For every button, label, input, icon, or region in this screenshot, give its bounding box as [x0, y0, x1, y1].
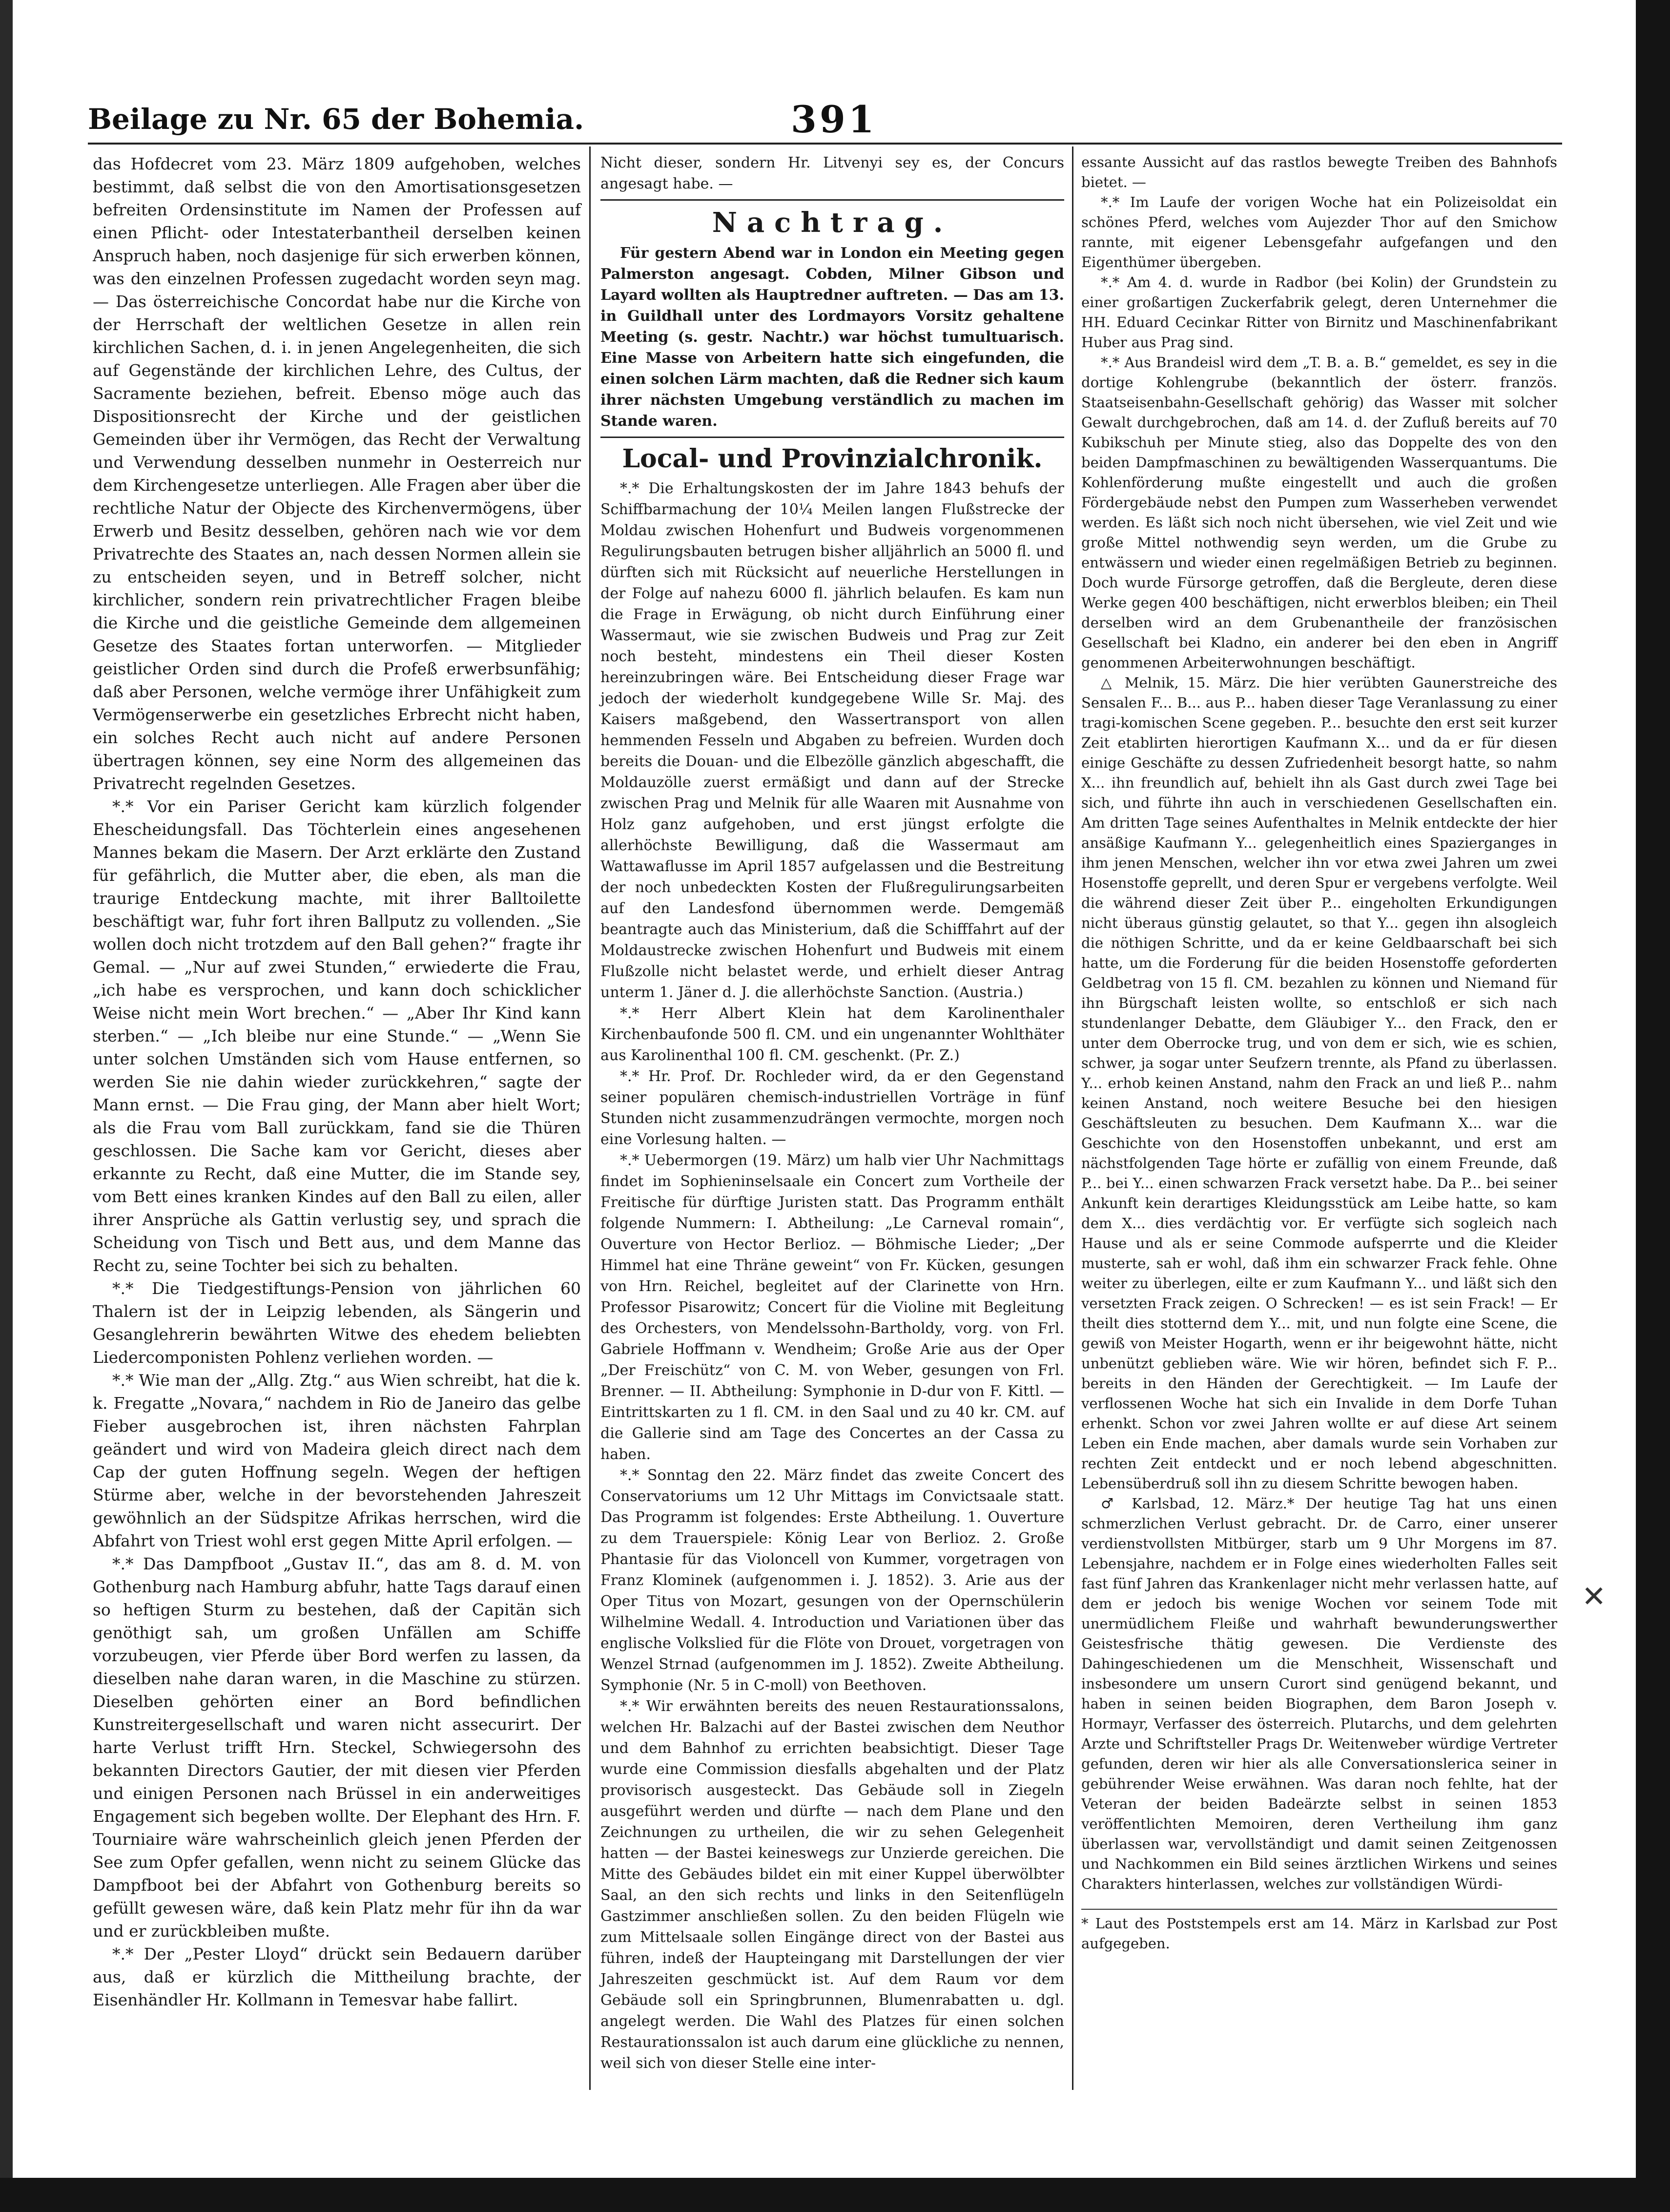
article-paragraph: *.* Wie man der „Allg. Ztg.“ aus Wien schreibt, hat die k. k. Fregatte „Novara,“ nachdem in Rio de Janeiro das gelbe Fieber ausgebrochen ist, ihren nächsten Fahrplan geändert und wird von Madeira gleich direct nach dem Cap der guten Hoffnung segeln. Wegen der heftigen Stürme aber, welche in der bevorstehenden Jahreszeit gewöhnlich an der Südspitze Afrikas herrschen, wird die Abfahrt von Triest wohl erst gegen Mitte April erfolgen. —	[93, 1371, 581, 1550]
column-rule-2	[1072, 146, 1073, 2090]
footnote: * Laut des Poststempels erst am 14. März in Karlsbad zur Post aufgegeben.	[1081, 1909, 1557, 1954]
page-header	[88, 98, 1562, 142]
column-1	[93, 152, 581, 2011]
article-paragraph: *.* Wir erwähnten bereits des neuen Restaurationssalons, welchen Hr. Balzachi auf der Bastei zwischen dem Neuthor und dem Bahnhof zu errichten beabsichtigt. Dieser Tage wurde eine Commission diesfalls abgehalten und der Platz provisorisch ausgesteckt. Das Gebäude soll in Ziegeln ausgeführt werden und dürfte — nach dem Plane und den Zeichnungen zu urtheilen, die wir zu sehen Gelegenheit hatten — der Bastei keineswegs zur Unzierde gereichen. Die Mitte des Gebäudes bildet ein mit einer Kuppel überwölbter Saal, an den sich rechts und links in den Seitenflügeln Gastzimmer anschließen sollen. Zu den beiden Flügeln wie zum Mittelsaale sollen Eingänge direct von der Bastei aus führen, indeß der Haupteingang mit Darstellungen der vier Jahreszeiten geschmückt ist. Auf dem Raum vor dem Gebäude soll ein Springbrunnen, Blumenrabatten u. dgl. angelegt werden. Die Wahl des Platzes für einen solchen Restaurationssalon ist auch darum eine glückliche zu nennen, weil sich von dieser Stelle eine inter-	[600, 1698, 1064, 2072]
section-divider	[600, 437, 1064, 438]
column-2	[600, 152, 1064, 2074]
nachtrag-paragraph: Für gestern Abend war in London ein Meeting gegen Palmerston angesagt. Cobden, Milner Gibson und Layard wollten als Hauptredner auftreten. — Das am 13. in Guildhall unter des Lordmayors Vorsitz gehaltene Meeting (s. gestr. Nachtr.) war höchst tumultuarisch. Eine Masse von Arbeitern hatte sich eingefunden, die einen solchen Lärm machten, daß die Redner sich kaum ihrer nächsten Umgebung verständlich zu machen im Stande waren.	[600, 245, 1064, 430]
article-paragraph: *.* Herr Albert Klein hat dem Karolinenthaler Kirchenbaufonde 500 fl. CM. und ein ungenannter Wohlthäter aus Karolinenthal 100 fl. CM. geschenkt. (Pr. Z.)	[600, 1005, 1064, 1064]
article-paragraph: *.* Sonntag den 22. März findet das zweite Concert des Conservatoriums um 12 Uhr Mittags im Convictsaale statt. Das Programm ist folgendes: Erste Abtheilung. 1. Ouverture zu dem Trauerspiele: König Lear von Berlioz. 2. Große Phantasie für das Violoncell von Kummer, vorgetragen von Franz Klominek (aufgenommen i. J. 1852). 3. Arie aus der Oper Titus von Mozart, gesungen von der Opernschülerin Wilhelmine Wedall. 4. Introduction und Variationen über das englische Volkslied für die Flöte von Drouet, vorgetragen von Wenzel Strnad (aufgenommen im J. 1852). Zweite Abtheilung. Symphonie (Nr. 5 in C-moll) von Beethoven.	[600, 1467, 1064, 1694]
section-divider	[600, 199, 1064, 201]
article-paragraph: *.* Die Tiedgestiftungs-Pension von jährlichen 60 Thalern ist der in Leipzig lebenden, als Sängerin und Gesanglehrerin bewährten Witwe des ehedem beliebten Liedercomponisten Pohlenz verliehen worden. —	[93, 1279, 581, 1367]
article-paragraph: *.* Aus Brandeisl wird dem „T. B. a. B.“ gemeldet, es sey in die dortige Kohlengrube (bekanntlich der österr. französ. Staatseisenbahn-Gesellschaft gehörig) das Wasser mit solcher Gewalt durchgebrochen, daß am 14. d. der Zufluß bereits auf 70 Kubikschuh per Minute stieg, also das Doppelte des von den beiden Dampfmaschinen zu bewältigenden Wasserquantums. Die Kohlenförderung mußte eingestellt und auch die großen Fördergebäude nebst den Pumpen zum Wasserheben verwendet werden. Es läßt sich noch nicht übersehen, wie viel Zeit und wie große Mittel nothwendig seyn werden, um die Grube zu entwässern und wieder einen regelmäßigen Betrieb zu beginnen. Doch wurde Fürsorge getroffen, daß die Bergleute, deren diese Werke gegen 400 beschäftigen, nicht erwerblos bleiben; ein Theil derselben wird an dem Grubenantheile der französischen Gesellschaft bei Kladno, ein anderer bei den eben in Angriff genommenen Arbeiterwohnungen beschäftigt.	[1081, 354, 1557, 671]
article-paragraph: essante Aussicht auf das rastlos bewegte Treiben des Bahnhofs bietet. —	[1081, 154, 1557, 190]
article-paragraph: ♂ Karlsbad, 12. März.* Der heutige Tag hat uns einen schmerzlichen Verlust gebracht. Dr. de Carro, einer unserer verdienstvollsten Mitbürger, starb um 9 Uhr Morgens im 87. Lebensjahre, nachdem er in Folge eines wiederholten Falles seit fast fünf Jahren das Krankenlager nicht mehr verlassen hatte, auf dem er jedoch bis wenige Wochen vor seinem Tode mit unermüdlichem Fleiße und wahrhaft bewunderungswerther Geistesfrische thätig gewesen. Die Verdienste des Dahingeschiedenen um die Menschheit, Wissenschaft und insbesondere um unsern Curort sind genügend bekannt, und haben in seinen beiden Biographen, dem Baron Joseph v. Hormayr, Verfasser des österreich. Plutarchs, und dem gelehrten Arzte und Schriftsteller Prags Dr. Weitenweber würdige Vertreter gefunden, deren wir hier als alle Conversationslerica seiner in gebührender Weise erwähnen. Was daran noch fehlte, hat der Veteran der beiden Badeärzte selbst in seinen 1853 veröffentlichten Memoiren, deren Vertheilung ihm ganz überlassen war, vervollständigt und damit seinen Zeitgenossen und Nachkommen ein Bild seines ärztlichen Wirkens und seines Charakters hinterlassen, welches zur vollständigen Würdi-	[1081, 1495, 1557, 1892]
nachtrag-heading: Nachtrag.	[712, 207, 953, 239]
article-paragraph: *.* Das Dampfboot „Gustav II.“, das am 8. d. M. von Gothenburg nach Hamburg abfuhr, hatte Tags darauf einen so heftigen Sturm zu bestehen, daß der Capitän sich genöthigt sah, um großen Unfällen am Schiffe vorzubeugen, vier Pferde über Bord werfen zu lassen, da dieselben nahe daran waren, in die Maschine zu stürzen. Dieselben gehörten einer an Bord befindlichen Kunstreitergesellschaft und waren nicht assecurirt. Der harte Verlust trifft Hrn. Steckel, Schwiegersohn des bekannten Directors Gautier, der mit diesen vier Pferden und einigen Personen nach Brüssel in ein anderweitiges Engagement sich begeben wollte. Der Elephant des Hrn. F. Tourniaire wäre wahrscheinlich gleich jenen Pferden der See zum Opfer gefallen, wenn nicht zu seinem Glücke das Dampfboot bei der Abfahrt von Gothenburg bereits so gefüllt gewesen wäre, daß kein Platz mehr für ihn da war und er zurückbleiben mußte.	[93, 1554, 581, 1941]
article-paragraph: *.* Uebermorgen (19. März) um halb vier Uhr Nachmittags findet im Sophieninselsaale ein Concert zum Vortheile der Freitische für dürftige Juristen statt. Das Programm enthält folgende Nummern: I. Abtheilung: „Le Carneval romain“, Ouverture von Hector Berlioz. — Böhmische Lieder; „Der Himmel hat eine Thräne geweint“ von Fr. Kücken, gesungen von Hrn. Reichel, begleitet auf der Clarinette von Hrn. Professor Pisarowitz; Concert für die Violine mit Begleitung des Orchesters, von Mendelssohn-Bartholdy, vorg. von Frl. Gabriele Hoffmann v. Wendheim; Große Arie aus der Oper „Der Freischütz“ von C. M. von Weber, gesungen von Frl. Brenner. — II. Abtheilung: Symphonie in D-dur von F. Kittl. — Eintrittskarten zu 1 fl. CM. in den Saal und zu 40 kr. CM. auf die Gallerie sind am Tage des Concertes an der Cassa zu haben.	[600, 1152, 1064, 1463]
scan-edge-left	[0, 0, 13, 2212]
article-paragraph: *.* Vor ein Pariser Gericht kam kürzlich folgender Ehescheidungsfall. Das Töchterlein eines angesehenen Mannes bekam die Masern. Der Arzt erklärte den Zustand für gefährlich, die Mutter aber, die eben, als man die traurige Entdeckung machte, mit ihrer Balltoilette beschäftigt war, fuhr fort ihren Ballputz zu vollenden. „Sie wollen doch nicht trotzdem auf den Ball gehen?“ fragte ihr Gemal. — „Nur auf zwei Stunden,“ erwiederte die Frau, „ich habe es versprochen, und kann doch schicklicher Weise nicht mein Wort brechen.“ — „Aber Ihr Kind kann sterben.“ — „Ich bleibe nur eine Stunde.“ — „Wenn Sie unter solchen Umständen sich vom Hause entfernen, so werden Sie nie dahin wieder zurückkehren,“ sagte der Mann ernst. — Die Frau ging, der Mann aber hielt Wort; als die Frau vom Ball zurückkam, fand sie die Thüren geschlossen. Die Sache kam vor Gericht, dieses aber erkannte zu Recht, daß eine Mutter, die im Stande sey, vom Bett eines kranken Kindes auf den Ball zu eilen, aller ihrer Ansprüche als Gattin verlustig sey, und sprach die Scheidung von Tisch und Bett aus, und dem Manne das Recht zu, seine Tochter bei sich zu behalten.	[93, 797, 581, 1275]
local-chronicle-heading: Local- und Provinzialchronik.	[622, 444, 1043, 474]
article-paragraph: *.* Am 4. d. wurde in Radbor (bei Kolin) der Grundstein zu einer großartigen Zuckerfabrik gelegt, deren Unternehmer die HH. Eduard Cecinkar Ritter von Birnitz und Maschinenfabrikant Huber aus Prag sind.	[1081, 274, 1557, 351]
scan-edge-right	[1636, 0, 1670, 2212]
scan-edge-bottom	[0, 2178, 1670, 2212]
article-paragraph: Nicht dieser, sondern Hr. Litvenyi sey es, der Concurs angesagt habe. —	[600, 154, 1064, 192]
column-rule-1	[589, 146, 591, 2090]
article-paragraph: *.* Hr. Prof. Dr. Rochleder wird, da er den Gegenstand seiner populären chemisch-industriellen Vorträge in fünf Stunden nicht zusammenzudrängen vermochte, morgen noch eine Vorlesung halten. —	[600, 1068, 1064, 1148]
article-paragraph: das Hofdecret vom 23. März 1809 aufgehoben, welches bestimmt, daß selbst die von den Amortisationsgesetzen befreiten Ordensinstitute im Namen der Professen auf einen Pflicht- oder Intestaterbantheil derselben keinen Anspruch haben, noch dasjenige für sich erwerben können, was den einzelnen Professen zugedacht worden seyn mag. — Das österreichische Concordat habe nur die Kirche von der Herrschaft der weltlichen Gesetze in allen rein kirchlichen Sachen, d. i. in jenen Angelegenheiten, die sich auf Gegenstände der kirchlichen Lehre, des Cultus, der Sacramente beziehen, befreit. Ebenso möge auch das Dispositionsrecht der Kirche und der geistlichen Gemeinden über ihr Vermögen, das Recht der Verwaltung und Verwendung desselben nunmehr in Oesterreich nur dem Kirchengesetze unterliegen. Alle Fragen aber über die rechtliche Natur der Objecte des Kirchenvermögens, über Erwerb und Besitz desselben, gehören nach wie vor dem Privatrechte des Staates an, nach dessen Normen allein sie zu entscheiden seyen, und in Betreff solcher, nicht kirchlicher, sondern rein privatrechtlicher Fragen bleibe die Kirche und die geistliche Gemeinde dem allgemeinen Gesetze des Staates fortan unterworfen. — Mitglieder geistlicher Orden sind durch die Profeß erwerbsunfähig; daß aber Personen, welche vermöge ihrer Unfähigkeit zum Vermögenserwerbe ein gesetzliches Erbrecht nicht haben, ein solches Recht auch nicht auf andere Personen übertragen können, sey eine Norm des allgemeinen das Privatrecht regelnden Gesetzes.	[93, 154, 581, 793]
article-paragraph: △ Melnik, 15. März. Die hier verübten Gaunerstreiche des Sensalen F... B... aus P... haben dieser Tage Veranlassung zu einer tragi-komischen Scene gegeben. P... besuchte den erst seit kurzer Zeit etablirten hierortigen Kaufmann X... und da er für diesen einige Geschäfte zu dessen Zufriedenheit besorgt hatte, so nahm X... ihn freundlich auf, behielt ihn als Gast durch zwei Tage bei sich, und führte ihn auch in verschiedenen Gesellschaften ein. Am dritten Tage seines Aufenthaltes in Melnik entdeckte der hier ansäßige Kaufmann Y... gelegenheitlich eines Spazierganges in ihm jenen Menschen, welcher ihn vor etwa zwei Jahren um zwei Hosenstoffe geprellt, und deren Spur er vergebens verfolgte. Weil die während dieser Zeit über P... eingeholten Erkundigungen nicht überaus günstig gelautet, so that Y... gegen ihn alsogleich die nöthigen Schritte, und da er keine Geldbaarschaft bei sich hatte, um die Forderung für die beiden Hosenstoffe geforderten Geldbetrag von 15 fl. CM. bezahlen zu können und Niemand für ihn Bürgschaft leisten wollte, so entschloß er sich nach stundenlanger Debatte, dem Gläubiger Y... den Frack, den er unter dem Oberrocke trug, und von dem er sich, wie es schien, schwer, ja sogar unter Seufzern trennte, als Pfand zu überlassen. Y... erhob keinen Anstand, nahm den Frack an und ließ P... nahm keinen Anstand, noch weitere Besuche bei den hiesigen Geschäftsleuten zu besuchen. Dem Kaufmann X... war die Geschichte von den Hosenstoffen unbekannt, und erst am nächstfolgenden Tage hörte er zufällig von einem Freunde, daß P... bei Y... einen schwarzen Frack versetzt habe. Da P... bei seiner Ankunft kein derartiges Kleidungsstück am Leibe hatte, so kam dem X... dies verdächtig vor. Er verfügte sich sogleich nach Hause und als er seine Commode aufsperrte und die Kleider musterte, sah er wohl, daß ihm ein schwarzer Frack fehle. Ohne weiter zu überlegen, eilte er zum Kaufmann Y... und läßt sich den versetzten Frack zeigen. O Schrecken! — es ist sein Frack! — Er theilt dies stotternd dem Y... mit, und nun folgte eine Scene, die gewiß von Meister Hogarth, wenn er ihr beigewohnt hätte, nicht unbenützt geblieben wäre. Wie wir hören, befindet sich F. P... bereits in den Händen der Gerechtigkeit. — Im Laufe der verflossenen Woche hat sich ein Invalide in dem Dorfe Tuhan erhenkt. Schon vor zwei Jahren wollte er auf diese Art seinem Leben ein Ende machen, aber damals wurde sein Vorhaben zur rechten Zeit entdeckt und er noch lebend abgeschnitten. Lebensüberdruß soll ihn zu diesem Schritte bewogen haben.	[1081, 674, 1557, 1492]
header-rule	[88, 143, 1562, 145]
article-paragraph: *.* Die Erhaltungskosten der im Jahre 1843 behufs der Schiffbarmachung der 10¼ Meilen langen Flußstrecke der Moldau zwischen Hohenfurt und Budweis vorgenommenen Regulirungsbauten betrugen bisher alljährlich an 5000 fl. und dürften sich mit Rücksicht auf neuerliche Herstellungen in der Folge auf nahezu 6000 fl. jährlich belaufen. Es kam nun die Frage in Erwägung, ob nicht durch Einführung einer Wassermaut, wie sie zwischen Budweis und Prag zur Zeit noch besteht, mindestens ein Theil dieser Kosten hereinzubringen wäre. Bei Entscheidung dieser Frage war jedoch der wiederholt kundgegebene Wille Sr. Maj. des Kaisers maßgebend, den Wassertransport von allen hemmenden Fesseln und Abgaben zu befreien. Wurden doch bereits die Douan- und die Elbezölle gänzlich abgeschafft, die Moldauzölle zuerst ermäßigt und dann auf der Strecke zwischen Prag und Melnik für alle Waaren mit Ausnahme von Holz ganz aufgehoben, und erst jüngst erfolgte die allerhöchste Bewilligung, daß die Wassermaut am Wattawaflusse im April 1857 aufgelassen und die Bestreitung der noch unbedeckten Kosten der Flußregulirungsarbeiten auf den Landesfond übernommen werde. Demgemäß beantragte auch das Ministerium, daß die Schifffahrt auf der Moldaustrecke zwischen Hohenfurt und Budweis mit einem Flußzolle nicht belastet werde, und erhielt dieser Antrag unterm 1. Jäner d. J. die allerhöchste Sanction. (Austria.)	[600, 480, 1064, 1001]
supplement-title: Beilage zu Nr. 65 der Bohemia.	[88, 103, 584, 136]
article-paragraph: *.* Der „Pester Lloyd“ drückt sein Bedauern darüber aus, daß er kürzlich die Mittheilung brachte, der Eisenhändler Hr. Kollmann in Temesvar habe fallirt.	[93, 1944, 581, 2009]
margin-cross-mark: ✕	[1582, 1580, 1607, 1614]
page-number: 391	[791, 98, 877, 141]
article-paragraph: *.* Im Laufe der vorigen Woche hat ein Polizeisoldat ein schönes Pferd, welches vom Aujezder Thor auf den Smichow rannte, mit eigener Lebensgefahr aufgefangen und den Eigenthümer übergeben.	[1081, 194, 1557, 271]
column-3	[1081, 152, 1557, 1954]
